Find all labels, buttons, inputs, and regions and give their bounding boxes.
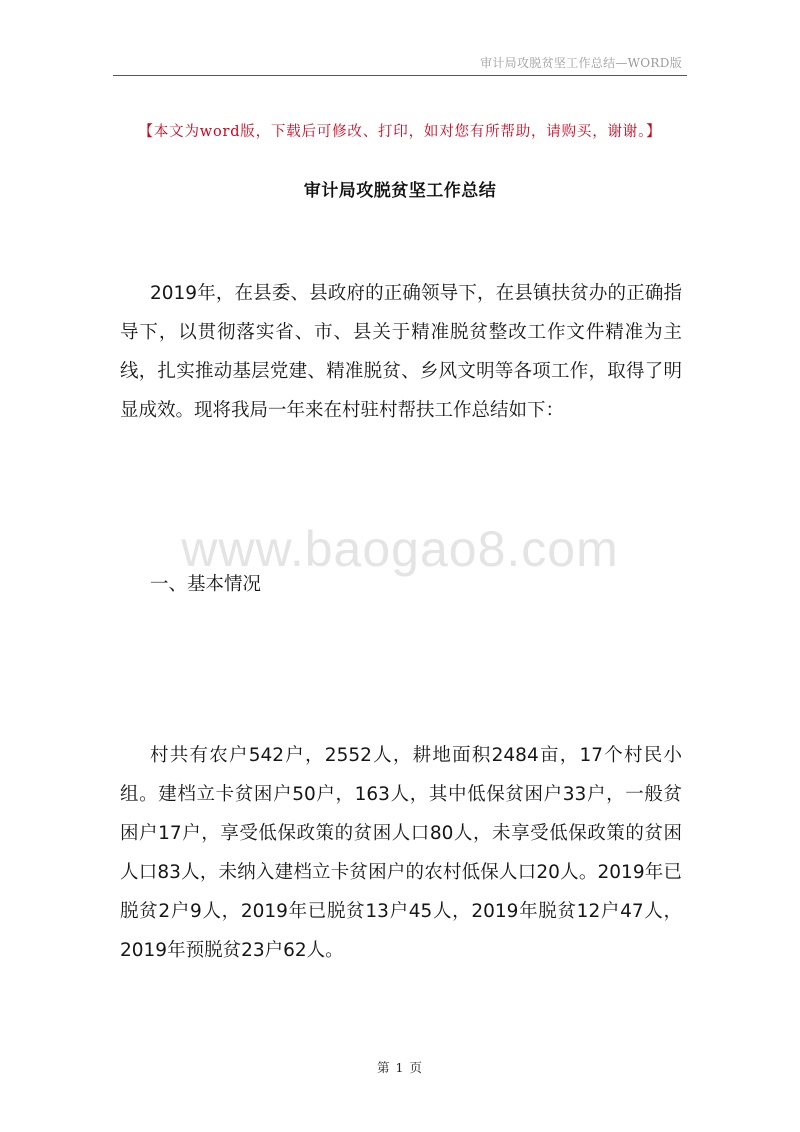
intro-paragraph: 2019年，在县委、县政府的正确领导下，在县镇扶贫办的正确指导下，以贯彻落实省、市、县关于精准脱贫整改工作文件精准为主线，扎实推动基层党建、精准脱贫、乡风文明等各项工作，取得了明显成效。现将我局一年来在村驻村帮扶工作总结如下： [120,283,682,421]
page-number: 第 1 页 [377,1060,423,1075]
basic-info-paragraph: 村共有农户542户，2552人，耕地面积2484亩，17个村民小组。建档立卡贫困户50户，163人，其中低保贫困户33户，一般贫困户17户，享受低保政策的贫困人口80人，未享受低保政策的贫困人口83人，未纳入建档立卡贫困户的农村低保人口20人。2019年已脱贫2户9人，2019年已脱贫13户45人，2019年脱贫12户47人，2019年预脱贫23户62人。 [120,745,682,961]
document-title: 审计局攻脱贫坚工作总结 [303,181,497,201]
header-divider [113,75,687,76]
watermark: www.baogao8.com [181,521,619,577]
purchase-notice: 【本文为word版，下载后可修改、打印，如对您有所帮助，请购买，谢谢。】 [138,124,662,140]
section-heading-basic-info: 一、基本情况 [150,574,262,595]
running-header: 审计局攻脱贫坚工作总结—WORD版 [480,56,682,70]
